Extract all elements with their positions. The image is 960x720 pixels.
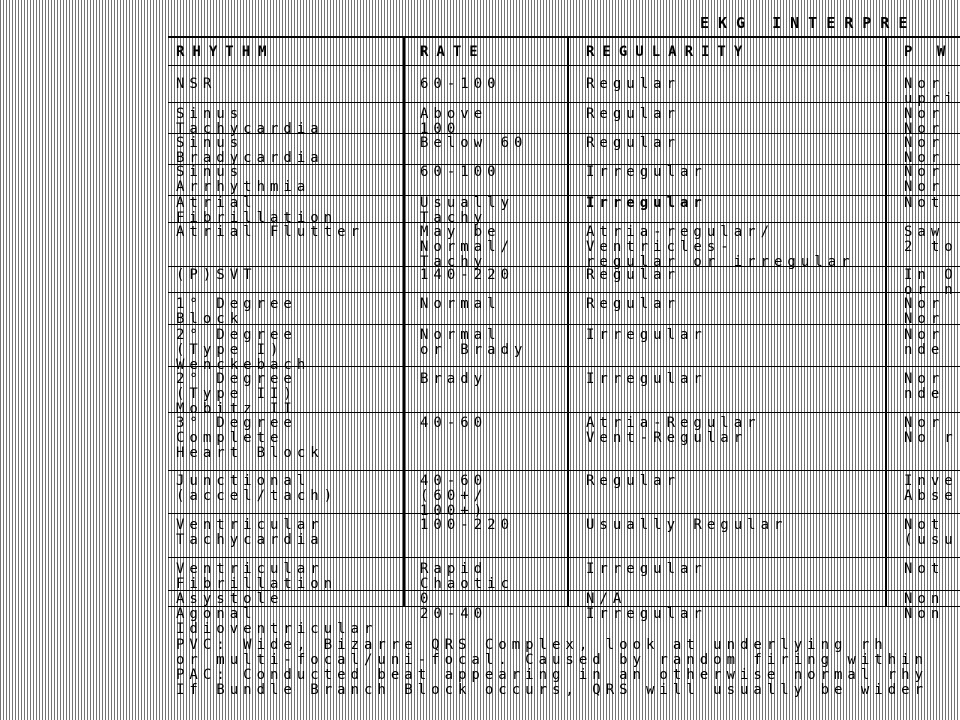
rhythm-cell: Ventricular Fibrillation [176,562,338,592]
p-wave-cell: Nor upri [904,77,958,107]
row-divider [168,557,960,558]
regularity-cell: Regular [586,107,681,122]
p-wave-cell: Nor Nor [904,107,945,137]
p-wave-cell: Saw 2 to [904,225,958,255]
footnote-bbb: If Bundle Branch Block occurs, QRS will usually be wider [176,682,929,698]
regularity-cell: Atria-regular/ Ventricles- regular or irregular [586,225,855,270]
column-divider [567,36,569,606]
rhythm-cell: 2° Degree (Type II) Mobitz II [176,372,297,417]
regularity-cell: Regular [586,136,681,151]
rhythm-cell: Asystole [176,592,284,607]
rate-cell: Normal or Brady [420,328,528,358]
p-wave-cell: Nor Nor [904,297,945,327]
rhythm-cell: Ventricular Tachycardia [176,518,324,548]
rhythm-cell: Atrial Fibrillation [176,196,338,226]
regularity-cell: Irregular [586,165,707,180]
regularity-cell: Irregular [586,328,707,343]
regularity-cell: N/A [586,592,627,607]
header-rhythm: RHYTHM [176,44,275,60]
p-wave-cell: Nor No r [904,416,958,446]
regularity-cell: Usually Regular [586,518,788,533]
p-wave-cell: Nor nde [904,372,945,402]
rate-cell: Rapid Chaotic [420,562,515,592]
row-divider [168,65,960,66]
p-wave-cell: Not (usu [904,518,958,548]
rhythm-cell-extra: Idioventricular [176,622,378,637]
footnote-focal: or multi-focal/uni-focal. Caused by random firing within [176,652,929,668]
row-divider [168,470,960,471]
rate-cell: 40-60 [420,416,488,431]
rhythm-cell: 1° Degree Block [176,297,297,327]
p-wave-cell: Nor Nor [904,136,945,166]
footnote-pac: PAC: Conducted beat appearing in an otherwise normal rhy [176,667,929,683]
row-divider [168,102,960,103]
p-wave-cell: Not [904,196,945,211]
regularity-cell: Regular [586,297,681,312]
rhythm-cell: 3° Degree Complete Heart Block [176,416,324,461]
rhythm-cell: Sinus Tachycardia [176,107,324,137]
rate-cell: Usually Tachy [420,196,515,226]
p-wave-cell: Nor nde [904,328,945,358]
rate-cell: Brady [420,372,488,387]
column-divider [885,36,887,606]
rhythm-cell: Atrial Flutter [176,225,365,240]
rate-cell: Above 100 [420,107,488,137]
rate-cell: 60-100 [420,165,501,180]
p-wave-cell: Non [904,592,945,607]
footnote-pvc: PVC: Wide, Bizarre QRS Complex, look at underlying rh [176,637,888,653]
rate-cell: 0 [420,592,434,607]
rate-cell: 60-100 [420,77,501,92]
rhythm-cell: (P)SVT [176,268,257,283]
p-wave-cell: Non [904,607,945,622]
rhythm-cell: Junctional (accel/tach) [176,474,338,504]
rate-cell: 140-220 [420,268,515,283]
rate-cell: Below 60 [420,136,528,151]
regularity-cell: Irregular [586,196,707,211]
rhythm-cell: Agonal [176,607,257,622]
rhythm-cell: 2° Degree (Type I) Wenckebach [176,328,311,373]
p-wave-cell: Nor Nor [904,165,945,195]
header-rate: RATE [420,44,486,60]
rhythm-cell: Sinus Arrhythmia [176,165,311,195]
regularity-cell: Irregular [586,372,707,387]
regularity-cell: Irregular [586,607,707,622]
header-p-wave: P W [904,44,954,60]
rate-cell: 20-40 [420,607,488,622]
header-regularity: REGULARITY [586,44,751,60]
rate-cell: 100-220 [420,518,515,533]
regularity-cell: Atria-Regular Vent-Regular [586,416,761,446]
regularity-cell: Regular [586,474,681,489]
regularity-cell: Regular [586,268,681,283]
p-wave-cell: In O or n [904,268,958,298]
rate-cell: May be Normal/ Tachy [420,225,515,270]
rate-cell: Normal [420,297,501,312]
column-divider [403,36,405,606]
rhythm-cell: NSR [176,77,217,92]
rate-cell: 40-60 (60+/ 100+) [420,474,488,519]
document-title: EKG INTERPRE [700,14,917,32]
regularity-cell: Regular [586,77,681,92]
rhythm-cell: Sinus Bradycardia [176,136,324,166]
regularity-cell: Irregular [586,562,707,577]
p-wave-cell: Not [904,562,945,577]
p-wave-cell: Inve Abse [904,474,958,504]
row-divider [168,292,960,293]
